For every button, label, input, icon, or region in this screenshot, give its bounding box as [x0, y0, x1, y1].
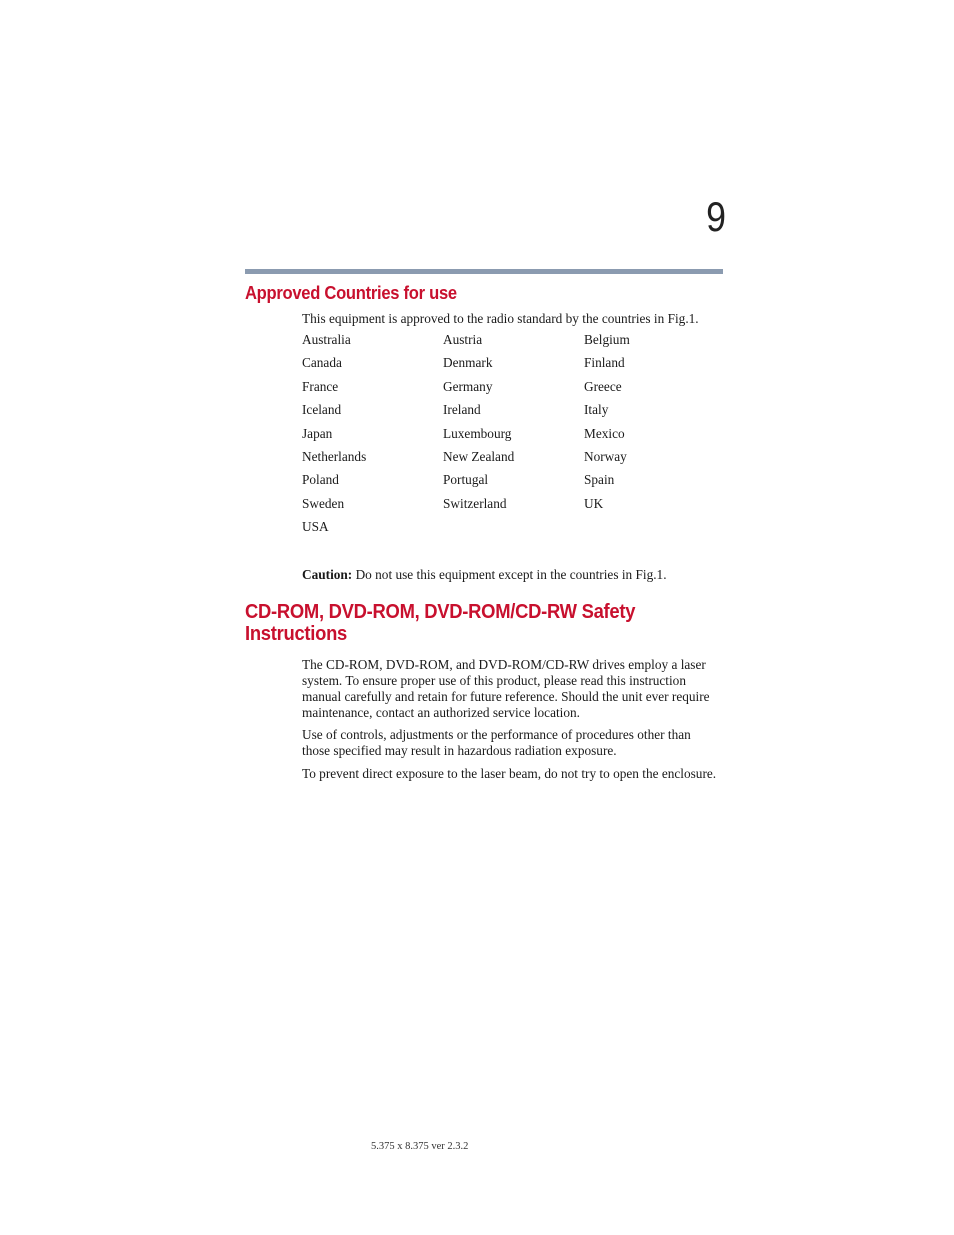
chapter-divider [245, 269, 723, 274]
safety-paragraph-3: To prevent direct exposure to the laser beam, do not try to open the enclosure. [302, 766, 717, 781]
page-number: 9 [706, 193, 726, 240]
approved-countries-intro: This equipment is approved to the radio standard by the countries in Fig.1. [302, 311, 699, 326]
country-item: Austria [443, 332, 483, 347]
country-item: Finland [584, 355, 625, 371]
country-item: France [302, 378, 339, 394]
country-item: Italy [584, 402, 609, 418]
country-item: UK [584, 495, 604, 511]
safety-paragraph-1: The CD-ROM, DVD-ROM, and DVD-ROM/CD-RW drives employ a laser system. To ensure proper use of this product, please read this instruction manual carefully and retain for future reference. Should the unit ever require maintenance, contact an authorized service location. [302, 657, 710, 720]
caution-text: Do not use this equipment except in the countries in Fig.1. [352, 567, 667, 582]
country-item: Belgium [584, 332, 630, 347]
page-footer: 5.375 x 8.375 ver 2.3.2 [371, 1141, 469, 1152]
country-item: Greece [584, 378, 622, 394]
country-item: Luxembourg [443, 425, 512, 441]
caution-label: Caution: [302, 567, 353, 582]
country-item: New Zealand [443, 448, 515, 464]
country-item: Ireland [443, 402, 481, 418]
country-item: Canada [302, 355, 342, 371]
country-item: Australia [302, 332, 351, 347]
country-item: Switzerland [443, 495, 507, 511]
country-item: Netherlands [302, 448, 367, 464]
country-item: Denmark [443, 355, 493, 371]
caution-note [302, 567, 722, 583]
safety-instructions-heading: CD-ROM, DVD-ROM, DVD-ROM/CD-RW Safety Instructions [245, 601, 636, 645]
country-item: Spain [584, 472, 615, 488]
safety-paragraph-2: Use of controls, adjustments or the performance of procedures other than those specified may result in hazardous radiation exposure. [302, 727, 691, 758]
approved-countries-heading: Approved Countries for use [245, 283, 457, 303]
country-item: Mexico [584, 425, 625, 441]
country-item: Portugal [443, 472, 489, 488]
country-item: Sweden [302, 495, 345, 511]
country-item: Poland [302, 472, 339, 488]
country-item: Japan [302, 425, 333, 441]
country-item: Iceland [302, 402, 342, 418]
country-item: Norway [584, 448, 627, 464]
country-list [302, 332, 722, 543]
country-item: Germany [443, 378, 493, 394]
country-item: USA [302, 519, 329, 535]
